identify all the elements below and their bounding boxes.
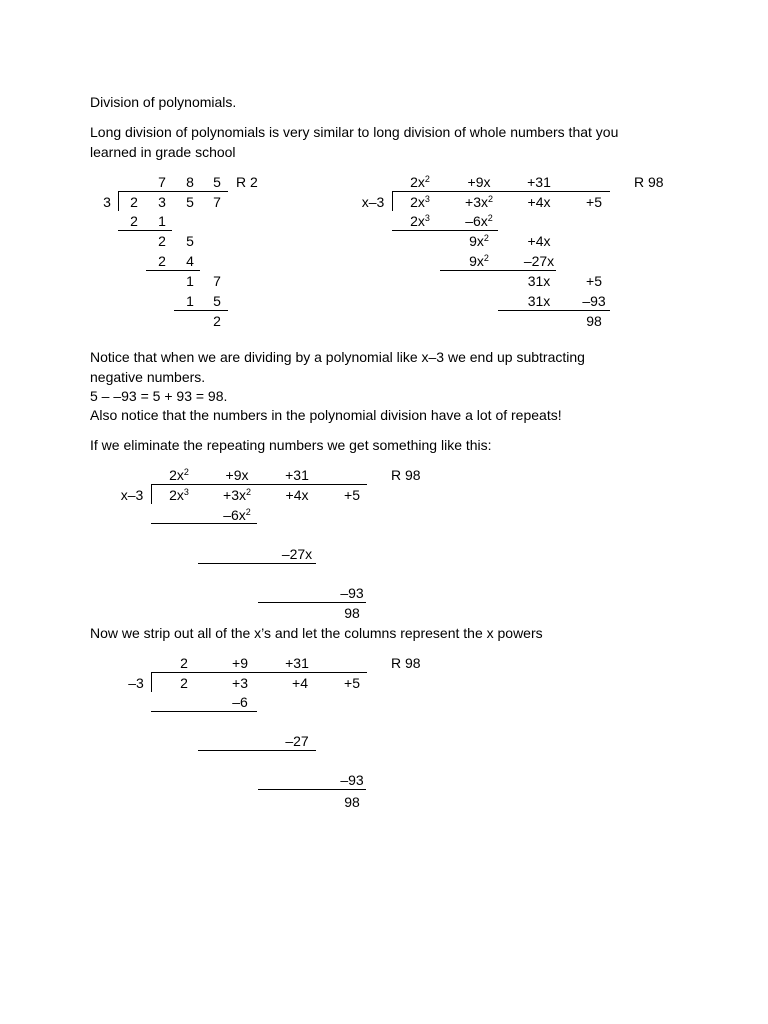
dividend-term: $+3x^2$: [465, 194, 493, 210]
doc-title: Division of polynomials.: [90, 94, 237, 110]
work-digit: 1: [158, 213, 166, 229]
subtract-line: [198, 563, 316, 564]
work-term: 31x: [527, 293, 551, 309]
intro-line-1: Long division of polynomials is very similar to long division of whole numbers that you: [90, 124, 619, 140]
quotient-term: +9x: [467, 174, 491, 190]
dividend-term: $+3x^2$: [223, 487, 251, 503]
work-term: $9x^2$: [469, 233, 489, 249]
subtract-line: [258, 602, 366, 603]
subtract-line: [258, 789, 366, 790]
work-digit: 5: [186, 233, 194, 249]
division-bar: [392, 191, 610, 192]
subtract-line: [174, 310, 228, 311]
dividend-coefficient: 2: [180, 675, 188, 691]
subtract-line: [198, 750, 316, 751]
quotient-digit: 5: [213, 174, 221, 190]
work-digit: 1: [186, 293, 194, 309]
dividend-term: +5: [586, 194, 602, 210]
dividend-digit: 7: [213, 194, 221, 210]
remainder-coefficient: 98: [344, 794, 360, 810]
eliminate-line: If we eliminate the repeating numbers we get something like this:: [90, 437, 492, 453]
remainder-label: R 98: [634, 174, 664, 190]
work-term: –27x: [281, 546, 313, 562]
subtract-line: [440, 270, 556, 271]
notice-line-2: negative numbers.: [90, 369, 206, 385]
remainder-term: 98: [586, 313, 602, 329]
dividend-coefficient: +5: [344, 675, 360, 691]
work-coefficient: –27: [285, 733, 309, 749]
work-term: $2x^3$: [410, 213, 430, 229]
division-bar: [151, 484, 367, 485]
work-term: –93: [340, 585, 364, 601]
work-term: +4x: [527, 233, 551, 249]
quotient-digit: 7: [158, 174, 166, 190]
quotient-term: $2x^2$: [169, 467, 189, 483]
quotient-coefficient: +31: [285, 655, 309, 671]
quotient-coefficient: +9: [232, 655, 248, 671]
divisor: –3: [128, 675, 144, 691]
dividend-digit: 3: [158, 194, 166, 210]
subtract-line: [392, 230, 498, 231]
subtract-line: [151, 711, 257, 712]
work-term: +5: [586, 273, 602, 289]
dividend-digit: 2: [130, 194, 138, 210]
work-term: $-6x^2$: [223, 507, 251, 523]
subtract-line: [118, 230, 172, 231]
dividend-term: +4x: [285, 487, 309, 503]
work-term: –93: [582, 293, 606, 309]
work-term: 31x: [527, 273, 551, 289]
notice-line-3: 5 – –93 = 5 + 93 = 98.: [90, 388, 228, 404]
intro-line-2: learned in grade school: [90, 144, 236, 160]
subtract-line: [151, 523, 257, 524]
work-term: $9x^2$: [469, 253, 489, 269]
division-bracket: [151, 672, 152, 692]
quotient-term: $2x^2$: [410, 174, 430, 190]
strip-line: Now we strip out all of the x’s and let the columns represent the x powers: [90, 625, 543, 641]
work-term: $-6x^2$: [465, 213, 493, 229]
work-digit: 5: [213, 293, 221, 309]
dividend-term: +4x: [527, 194, 551, 210]
work-coefficient: –6: [232, 694, 248, 710]
remainder-label: R 98: [391, 655, 421, 671]
quotient-digit: 8: [186, 174, 194, 190]
remainder-label: R 98: [391, 467, 421, 483]
quotient-term: +31: [527, 174, 551, 190]
divisor: x–3: [120, 487, 144, 503]
subtract-line: [146, 270, 200, 271]
quotient-term: +31: [285, 467, 309, 483]
subtract-line: [498, 310, 610, 311]
division-bracket: [392, 191, 393, 211]
dividend-coefficient: +3: [232, 675, 248, 691]
divisor: 3: [103, 194, 111, 210]
remainder-label: R 2: [236, 174, 258, 190]
division-bracket: [151, 484, 152, 504]
dividend-term: $2x^3$: [169, 487, 189, 503]
work-digit: 7: [213, 273, 221, 289]
dividend-term: +5: [344, 487, 360, 503]
remainder-term: 98: [344, 605, 360, 621]
work-digit: 2: [158, 253, 166, 269]
remainder-digit: 2: [213, 313, 221, 329]
notice-line-1: Notice that when we are dividing by a polynomial like x–3 we end up subtracting: [90, 349, 585, 365]
work-coefficient: –93: [340, 772, 364, 788]
dividend-digit: 5: [186, 194, 194, 210]
work-digit: 1: [186, 273, 194, 289]
notice-line-4: Also notice that the numbers in the polynomial division have a lot of repeats!: [90, 407, 562, 423]
work-digit: 2: [158, 233, 166, 249]
work-term: –27x: [523, 253, 555, 269]
quotient-term: +9x: [225, 467, 249, 483]
quotient-coefficient: 2: [180, 655, 188, 671]
division-bar: [151, 672, 367, 673]
work-digit: 4: [186, 253, 194, 269]
division-bar: [118, 191, 228, 192]
work-digit: 2: [130, 213, 138, 229]
dividend-coefficient: +4: [292, 675, 308, 691]
division-bracket: [118, 191, 119, 211]
divisor: x–3: [361, 194, 385, 210]
dividend-term: $2x^3$: [410, 194, 430, 210]
